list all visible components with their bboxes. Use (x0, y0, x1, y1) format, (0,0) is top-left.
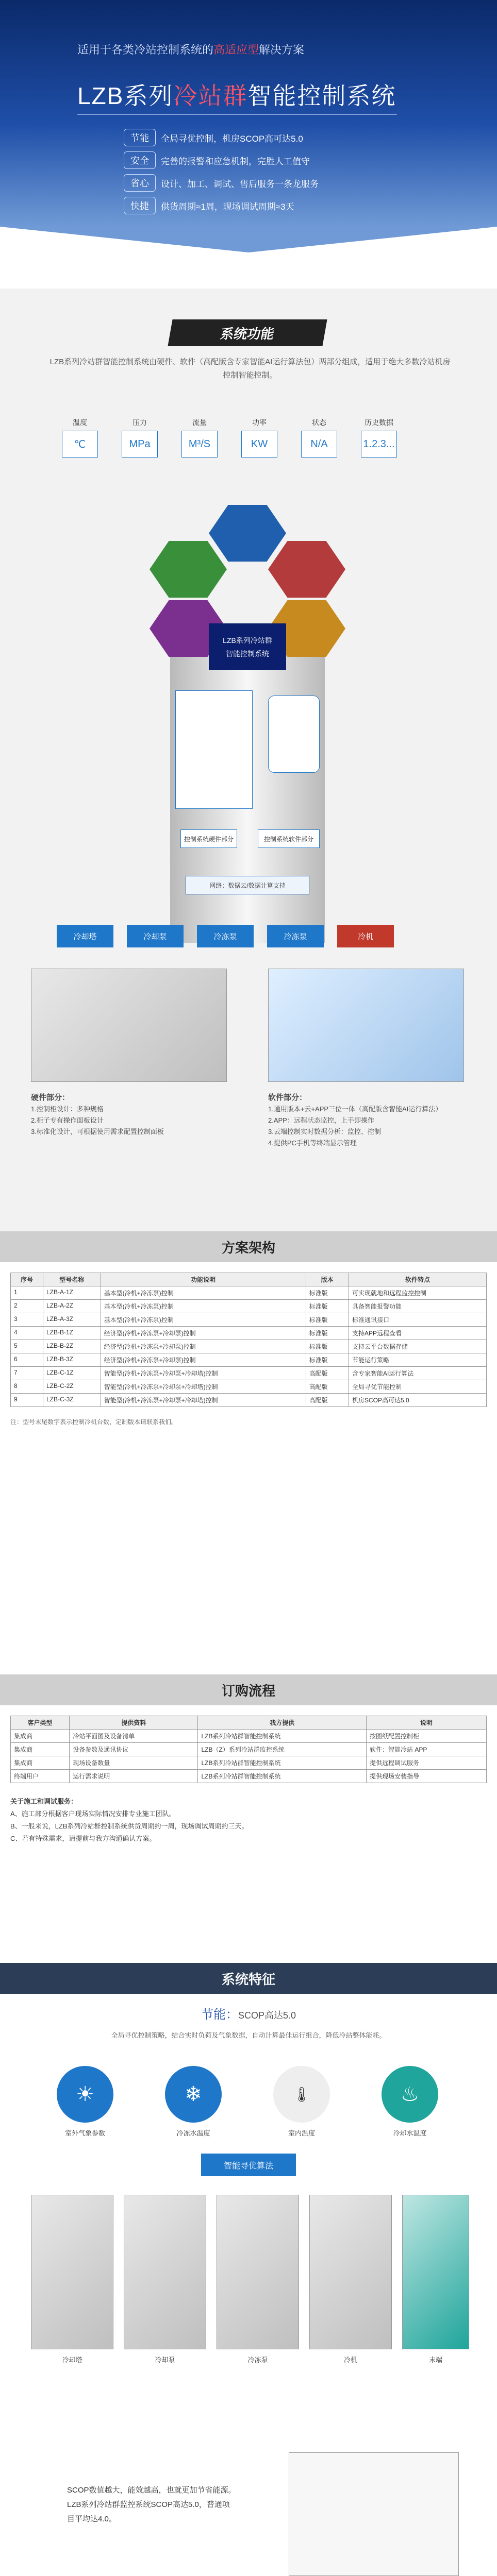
sensor-row (62, 417, 397, 457)
col-header: 客户类型 (11, 1716, 70, 1730)
table-cell: 现场设备数量 (70, 1756, 198, 1770)
hero-title-highlight: 冷站群 (173, 82, 248, 109)
table-row (11, 1380, 487, 1394)
table-row (11, 1300, 487, 1313)
sensor-label: 流量 (192, 418, 207, 427)
table-cell: 智能型(冷机+冷冻泵+冷却泵+冷却塔)控制 (101, 1394, 306, 1407)
table-cell: 经济型(冷机+冷冻泵+冷却泵)控制 (101, 1353, 306, 1367)
control-chilled-pump: 冷冻泵 (197, 925, 254, 947)
hardware-title: 硬件部分： (31, 1093, 70, 1102)
table-cell: 3 (11, 1313, 43, 1327)
software-panel-label: 控制系统软件部分 (258, 829, 320, 848)
table-cell: 2 (11, 1300, 43, 1313)
table-cell: LZB-B-3Z (43, 1353, 101, 1367)
sensor-temperature (62, 417, 98, 457)
hero-title (77, 77, 396, 111)
table-cell: 标准版 (306, 1340, 349, 1353)
hero-subtitle-pre: 适用于各类冷站控制系统的 (77, 43, 214, 56)
feature-tag-safety: 安全 (124, 151, 156, 169)
table-cell: 智能型(冷机+冷冻泵+冷却泵+冷却塔)控制 (101, 1367, 306, 1380)
hero-subtitle-post: 解决方案 (259, 43, 305, 56)
table-row (11, 1743, 487, 1756)
hardware-line: 1.控制柜设计：多种规格 (31, 1105, 104, 1113)
top-icon-label: 室外气象参数 (64, 2129, 105, 2137)
table-row (11, 1756, 487, 1770)
col-header: 功能说明 (101, 1273, 306, 1286)
hardware-line: 2.柜子专有操作面板设计 (31, 1116, 104, 1124)
col-header: 提供资料 (70, 1716, 198, 1730)
top-icon-label: 室内温度 (288, 2129, 315, 2137)
software-line: 1.通用版本+云+APP三位一体（高配版含智能AI运行算法） (268, 1105, 442, 1113)
feature-text: 完善的报警和应急机制，完胜人工值守 (161, 156, 310, 166)
functions-intro: LZB系列冷站群智能控制系统由硬件、软件（高配版含专家智能AI运行算法包）两部分组成，适用于绝大多数冷站机房控制智能控制。 (49, 358, 451, 380)
table-cell: LZB-B-2Z (43, 1340, 101, 1353)
service-notes (10, 1795, 487, 1845)
hex-tile (268, 541, 345, 598)
service-line: A、施工部分根据客户现场实际情况安排专业施工团队。 (10, 1810, 176, 1818)
equipment-image (31, 2195, 113, 2349)
sensor-label: 状态 (312, 418, 326, 427)
table-cell: LZB-A-2Z (43, 1300, 101, 1313)
control-cooling-tower: 冷却塔 (57, 925, 113, 947)
hex-tile (150, 541, 227, 598)
table-cell: 1 (11, 1286, 43, 1300)
table-cell: 4 (11, 1327, 43, 1340)
table-row (11, 1394, 487, 1407)
hardware-cabinet-photo (31, 969, 227, 1082)
table-cell: 冷站平面图及设备清单 (70, 1730, 198, 1743)
sensor-power (241, 417, 277, 457)
service-line: B、一般来说，LZB系列冷站群控制系统供货周期约一周，现场调试周期约三天。 (10, 1822, 248, 1830)
table-cell: LZB系列冷站群智能控制系统 (198, 1770, 367, 1783)
thermometer-icon: 🌡 (273, 2066, 330, 2123)
hero-banner (0, 0, 497, 227)
table-row (11, 1313, 487, 1327)
equipment-image (124, 2195, 206, 2349)
col-header: 序号 (11, 1273, 43, 1286)
table-cell: 6 (11, 1353, 43, 1367)
snowflake-icon: ❄ (165, 2066, 222, 2123)
system-functions-section (0, 289, 497, 1231)
equipment-label: 末端 (428, 2356, 442, 2364)
col-header: 我方提供 (198, 1716, 367, 1730)
software-line: 3.云端控制实时数据分析：监控、控制 (268, 1128, 381, 1136)
hero-feature (124, 174, 319, 192)
ordering-table-wrap (10, 1716, 487, 1845)
table-cell: 7 (11, 1367, 43, 1380)
table-cell: 具备智能报警功能 (349, 1300, 486, 1313)
table-cell: LZB系列冷站群智能控制系统 (198, 1756, 367, 1770)
feature-tag-worry-free: 省心 (124, 174, 156, 192)
software-line: 2.APP：远程状态监控，上手即操作 (268, 1116, 374, 1124)
sensor-value: N/A (301, 431, 337, 457)
equipment-label: 冷却泵 (155, 2356, 175, 2364)
sensor-history (361, 417, 397, 457)
energy-value: SCOP高达5.0 (238, 2010, 296, 2021)
table-cell: 标准通讯接口 (349, 1313, 486, 1327)
scheme-table-wrap (10, 1273, 487, 1426)
core-line-2: 智能控制系统 (226, 650, 269, 658)
table-cell: 终端用户 (11, 1770, 70, 1783)
table-cell: LZB-B-1Z (43, 1327, 101, 1340)
table-cell: LZB-C-3Z (43, 1394, 101, 1407)
table-row (11, 1340, 487, 1353)
scop-text (67, 2483, 237, 2527)
hero-divider (77, 114, 397, 115)
col-header: 说明 (367, 1716, 487, 1730)
table-cell: 高配版 (306, 1394, 349, 1407)
col-header: 软件特点 (349, 1273, 486, 1286)
weather-icon: ☀ (57, 2066, 113, 2123)
feature-text: 全局寻优控制，机房SCOP高可达5.0 (161, 133, 303, 144)
table-cell: 节能运行策略 (349, 1353, 486, 1367)
table-header-row (11, 1716, 487, 1730)
hero-feature (124, 197, 294, 214)
service-line: C、若有特殊需求，请提前与我方沟通确认方案。 (10, 1835, 156, 1842)
table-cell: 全局寻优节能控制 (349, 1380, 486, 1394)
sensor-label: 压力 (132, 418, 147, 427)
equipment-label: 冷机 (343, 2356, 357, 2364)
sensor-label: 功率 (252, 418, 267, 427)
sensor-status (301, 417, 337, 457)
energy-headline: 节能：SCOP高达5.0 (201, 2008, 296, 2022)
control-chilled-pump: 冷冻泵 (267, 925, 324, 947)
table-cell: 标准版 (306, 1286, 349, 1300)
scheme-note: 注：型号末尾数字表示控制冷机台数，定制版本请联系我们。 (10, 1418, 178, 1426)
core-line-1: LZB系列冷站群 (223, 636, 272, 645)
col-header: 型号名称 (43, 1273, 101, 1286)
table-cell: 基本型(冷机+冷冻泵)控制 (101, 1313, 306, 1327)
sensor-value: ℃ (62, 431, 98, 457)
equipment-image (402, 2195, 469, 2349)
table-cell: 集成商 (11, 1743, 70, 1756)
hardware-line: 3.标准化设计，可根据使用需求配置控制面板 (31, 1128, 164, 1136)
features-heading: 系统特征 (0, 1963, 497, 1994)
equipment-image (217, 2195, 299, 2349)
top-icon-label: 冷却水温度 (393, 2129, 427, 2137)
core-controller (209, 623, 286, 670)
control-chiller: 冷机 (337, 925, 394, 947)
table-cell: 标准版 (306, 1300, 349, 1313)
hardware-description (31, 1092, 227, 1138)
hardware-panel-image (175, 690, 253, 809)
equipment-label: 冷冻泵 (247, 2356, 268, 2364)
sensor-value: M³/S (181, 431, 218, 457)
top-icon-label: 冷冻水温度 (176, 2129, 210, 2137)
table-cell: 高配版 (306, 1380, 349, 1394)
table-row (11, 1730, 487, 1743)
scop-chart-image (289, 2452, 459, 2576)
hero-subtitle (77, 41, 304, 57)
scheme-table-body (11, 1286, 487, 1407)
table-header-row (11, 1273, 487, 1286)
feature-tag-fast: 快捷 (124, 197, 156, 214)
control-targets (57, 925, 394, 947)
table-cell: 支持APP远程查看 (349, 1327, 486, 1340)
table-row (11, 1327, 487, 1340)
control-cooling-pump: 冷却泵 (127, 925, 184, 947)
scheme-heading: 方案架构 (0, 1231, 497, 1262)
table-cell: 高配版 (306, 1367, 349, 1380)
table-cell: LZB-C-1Z (43, 1367, 101, 1380)
table-cell: 基本型(冷机+冷冻泵)控制 (101, 1286, 306, 1300)
table-cell: 智能型(冷机+冷冻泵+冷却泵+冷却塔)控制 (101, 1380, 306, 1394)
feature-text: 设计、加工、调试、售后服务一条龙服务 (161, 179, 319, 189)
table-cell: 设备参数及通讯协议 (70, 1743, 198, 1756)
table-cell: 9 (11, 1394, 43, 1407)
equipment-image (309, 2195, 392, 2349)
hero-feature (124, 151, 310, 169)
table-cell: 标准版 (306, 1353, 349, 1367)
hero-feature (124, 129, 303, 146)
feature-tag-energy: 节能 (124, 129, 156, 146)
system-architecture-diagram (119, 469, 376, 938)
functions-heading: 系统功能 (168, 319, 327, 346)
table-cell: 机房SCOP高可达5.0 (349, 1394, 486, 1407)
ordering-table (10, 1716, 487, 1783)
table-cell: 含专家智能AI运行算法 (349, 1367, 486, 1380)
table-cell: 软件：智能冷站 APP (367, 1743, 487, 1756)
table-cell: 集成商 (11, 1756, 70, 1770)
hero-title-pre: LZB系列 (77, 82, 174, 109)
service-title: 关于施工和调试服务： (10, 1798, 78, 1805)
table-row (11, 1353, 487, 1367)
table-row (11, 1286, 487, 1300)
table-cell: 经济型(冷机+冷冻泵+冷却泵)控制 (101, 1327, 306, 1340)
energy-label: 节能 (201, 2008, 226, 2022)
cooling-tower-icon: ♨ (382, 2066, 438, 2123)
software-title: 软件部分： (268, 1093, 307, 1102)
table-cell: 基本型(冷机+冷冻泵)控制 (101, 1300, 306, 1313)
ordering-section (0, 1674, 497, 1963)
hero-title-post: 智能控制系统 (247, 82, 396, 109)
software-line: 4.提供PC手机等终端显示管理 (268, 1139, 357, 1147)
energy-description: 全局寻优控制策略，结合实时负荷及气象数据，自动计算最佳运行组合，降低冷站整体能耗。 (111, 2031, 386, 2039)
hero-subtitle-highlight: 高适应型 (213, 43, 259, 56)
software-screen-photo (268, 969, 464, 1082)
hardware-panel-label: 控制系统硬件部分 (180, 829, 237, 848)
algorithm-box: 智能寻优算法 (201, 2154, 296, 2176)
table-cell: 标准版 (306, 1327, 349, 1340)
equipment-label: 冷却塔 (62, 2356, 82, 2364)
cloud-label: 网络：数据云/数据计算支持 (186, 876, 309, 894)
sensor-label: 温度 (73, 418, 87, 427)
sensor-value: MPa (122, 431, 158, 457)
table-row (11, 1367, 487, 1380)
scop-line: LZB系列冷站群监控系统SCOP高达5.0，普通项目平均达4.0。 (67, 2500, 230, 2523)
sensor-value: KW (241, 431, 277, 457)
col-header: 版本 (306, 1273, 349, 1286)
scop-line: SCOP数值越大，能效越高，也就更加节省能源。 (67, 2486, 236, 2495)
sensor-pressure (122, 417, 158, 457)
table-cell: 经济型(冷机+冷冻泵+冷却泵)控制 (101, 1340, 306, 1353)
ordering-heading: 订购流程 (0, 1674, 497, 1705)
table-cell: LZB-C-2Z (43, 1380, 101, 1394)
table-cell: 提供现场安装指导 (367, 1770, 487, 1783)
sensor-flow (181, 417, 218, 457)
table-cell: 集成商 (11, 1730, 70, 1743)
table-cell: LZB（Z）系列冷站群监控系统 (198, 1743, 367, 1756)
table-row (11, 1770, 487, 1783)
ordering-table-body (11, 1730, 487, 1783)
system-features-section (0, 1963, 497, 2576)
scheme-table (10, 1273, 487, 1407)
table-cell: 按图纸配置控制柜 (367, 1730, 487, 1743)
table-cell: LZB系列冷站群智能控制系统 (198, 1730, 367, 1743)
table-cell: 5 (11, 1340, 43, 1353)
hero-chevron (0, 227, 497, 268)
table-cell: 提供远程调试服务 (367, 1756, 487, 1770)
table-cell: LZB-A-3Z (43, 1313, 101, 1327)
mobile-app-image (268, 696, 320, 773)
software-description (268, 1092, 464, 1149)
hex-tile (209, 505, 286, 562)
table-cell: 可实现就地和远程监控控制 (349, 1286, 486, 1300)
table-cell: 运行需求说明 (70, 1770, 198, 1783)
sensor-label: 历史数据 (365, 418, 393, 427)
feature-text: 供货周期≈1周，现场调试周期≈3天 (161, 201, 294, 212)
scheme-section (0, 1231, 497, 1674)
table-cell: 8 (11, 1380, 43, 1394)
table-cell: 标准版 (306, 1313, 349, 1327)
sensor-value: 1.2.3... (361, 431, 397, 457)
table-cell: 支持云平台数据存储 (349, 1340, 486, 1353)
table-cell: LZB-A-1Z (43, 1286, 101, 1300)
